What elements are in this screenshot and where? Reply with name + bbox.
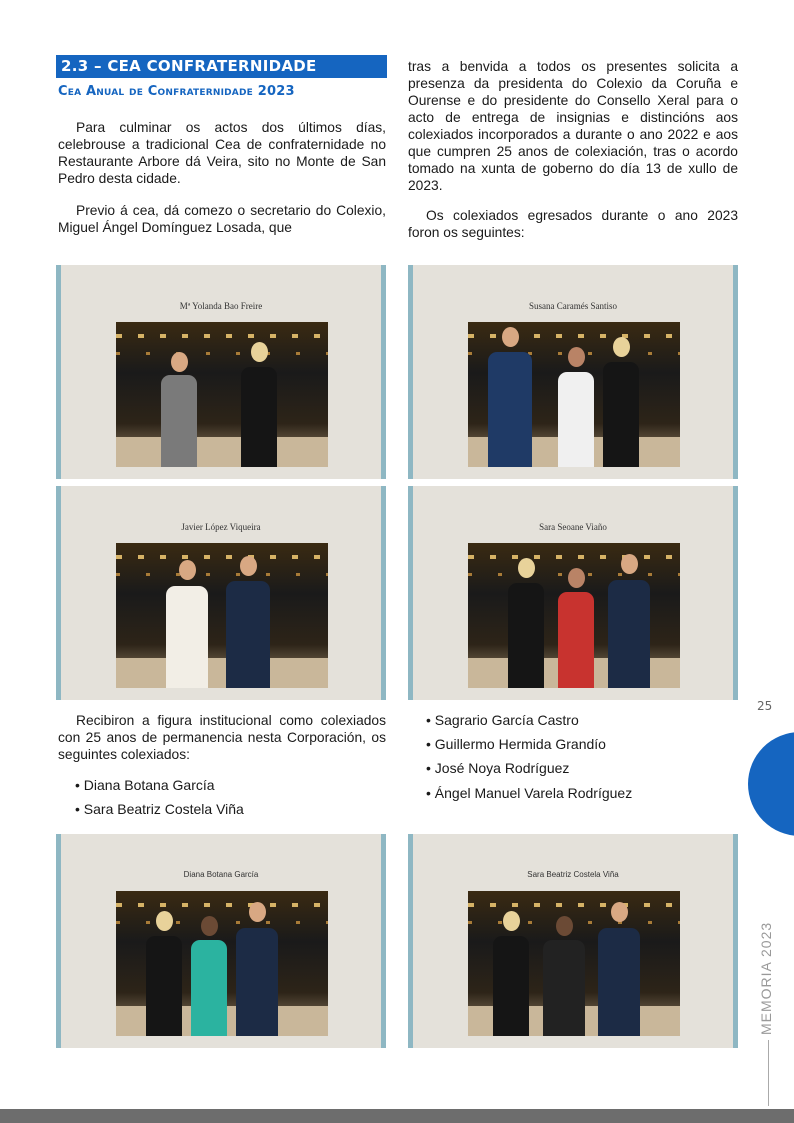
decorative-circle — [748, 732, 794, 836]
paragraph-intro: Para culminar os actos dos últimos días, celebrouse a tradicional Cea de confraternidade no Restaurante Arbore dá Veira, sito no Monte de San Pedro desta cidade. — [58, 120, 386, 186]
list-item: • Guillermo Hermida Grandío — [426, 736, 606, 752]
list-item: • José Noya Rodríguez — [426, 760, 570, 776]
paragraph-25-years: Recibiron a figura institucional como colexiados con 25 anos de permanencia nesta Corporación, os seguintes colexiados: — [58, 713, 386, 762]
event-photo — [116, 891, 328, 1036]
photo-card — [56, 265, 386, 479]
section-subtitle: Cea Anual de Confraternidade 2023 — [58, 84, 295, 99]
event-photo — [468, 891, 680, 1036]
page-number: 25 — [757, 699, 773, 713]
photo-caption: Sara Seoane Viaño — [539, 522, 607, 532]
section-title: 2.3 – CEA CONFRATERNIDADE — [56, 55, 387, 78]
paragraph-ceremony: tras a benvida a todos os presentes solicita a presenza da presidenta do Colexio da Coruña e Ourense e do presidente do Consello Xeral para o acto de entrega de insignias e distincións aos colexiados incorporados a durante o ano 2022 e aos que cumpren 25 anos de colexiación, tras o acordo tomado na xunta de goberno do día 13 de xullo de 2023. — [408, 59, 738, 193]
paragraph-secretary: Previo á cea, dá comezo o secretario do Colexio, Miguel Ángel Domínguez Losada, que — [58, 203, 386, 235]
list-item: • Ángel Manuel Varela Rodríguez — [426, 785, 633, 801]
paragraph-graduates: Os colexiados egresados durante o ano 2023 foron os seguintes: — [408, 208, 738, 240]
photo-card — [56, 486, 386, 700]
footer-bar — [0, 1109, 794, 1123]
side-divider — [768, 1040, 769, 1106]
photo-card — [408, 486, 738, 700]
photo-caption: Susana Caramés Santiso — [529, 301, 617, 311]
list-item: • Sara Beatriz Costela Viña — [75, 801, 244, 817]
list-item: • Diana Botana García — [75, 777, 215, 793]
event-photo — [116, 543, 328, 688]
photo-card — [408, 834, 738, 1048]
photo-caption: Diana Botana García — [183, 870, 259, 879]
list-item: • Sagrario García Castro — [426, 712, 579, 728]
side-label: MEMORIA 2023 — [758, 921, 774, 1035]
event-photo — [468, 543, 680, 688]
photo-caption: Sara Beatriz Costela Viña — [527, 870, 619, 879]
photo-caption: Javier López Viqueira — [181, 522, 261, 532]
photo-caption: Mª Yolanda Bao Freire — [179, 301, 263, 311]
photo-card — [408, 265, 738, 479]
event-photo — [468, 322, 680, 467]
photo-card — [56, 834, 386, 1048]
event-photo — [116, 322, 328, 467]
